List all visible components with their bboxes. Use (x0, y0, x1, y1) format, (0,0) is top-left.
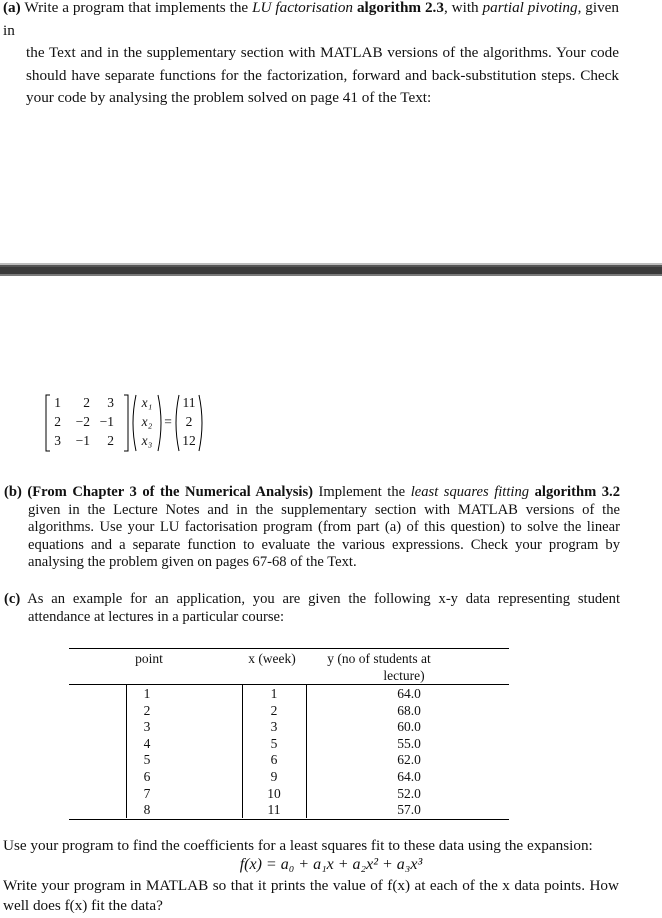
part-c-line-1: (c) As an example for an application, you are given the following x-y data representing student (4, 591, 620, 607)
table-cell-x: 10 (267, 785, 281, 801)
table-cell-point: 7 (143, 785, 151, 801)
table-cell-point: 4 (143, 735, 151, 751)
part-a-paragraph (3, 0, 619, 110)
matrix-a-cell: 3 (107, 395, 114, 410)
table-header-point: point (135, 651, 163, 666)
part-c-label: (c) (4, 591, 21, 607)
table-cell-y: 55.0 (397, 735, 421, 751)
table-cell-point: 8 (143, 802, 151, 818)
table-cell-y: 52.0 (397, 785, 421, 801)
table-header-y-cont: lecture) (383, 668, 425, 683)
part-b-line-3: algorithms. Use your LU factorisation program (from part (a) of this question) to solve the linear (28, 519, 620, 536)
vector-b-cell: 2 (185, 414, 193, 429)
part-a-line-3: should have separate functions for the factorization, forward and back-substitution steps. Check (26, 66, 619, 84)
vector-x-cell: x₃ (141, 433, 153, 448)
part-b-line-4: equations and a separate function to evaluate the various expressions. Check your program by (28, 536, 620, 553)
table-cell-point: 2 (143, 702, 151, 718)
footer-line-1: Use your program to find the coefficients for a least squares fit to these data using the expansion: (3, 837, 593, 854)
part-b-paragraph (4, 484, 620, 572)
table-header-rule (69, 684, 509, 685)
table-cell-x: 9 (270, 769, 278, 784)
table-cell-y: 68.0 (397, 702, 421, 718)
matrix-equation (44, 394, 204, 452)
matrix-a-cell: −1 (75, 433, 90, 448)
part-c-paragraph (4, 591, 620, 626)
table-bottom-rule (69, 819, 509, 820)
vector-b-cell: 11 (182, 395, 196, 410)
table-cell-y: 64.0 (397, 769, 421, 784)
matrix-a-cell: −2 (75, 414, 90, 429)
part-c-line-2: attendance at lectures in a particular course: (28, 608, 285, 625)
section-divider (0, 263, 662, 276)
table-cell-x: 3 (270, 719, 278, 735)
equals-sign: = (164, 414, 172, 429)
table-cell-y: 62.0 (397, 752, 421, 768)
part-b-line-5: analysing the problem given on pages 67-68 of the Text. (28, 554, 357, 571)
table-cell-x: 1 (270, 686, 278, 701)
vector-b-cell: 12 (182, 433, 196, 448)
table-cell-y: 60.0 (397, 719, 421, 735)
matrix-a-cell: 1 (54, 395, 61, 410)
table-top-rule (69, 648, 509, 649)
footer-line-2: Write your program in MATLAB so that it prints the value of f(x) at each of the x data points. How (3, 877, 619, 894)
fit-formula: f(x) = a₀ + a₁x + a₂x² + a₃x³ (239, 856, 423, 873)
part-b-line-2: given in the Lecture Notes and in the supplementary section with MATLAB versions of the (28, 501, 620, 518)
matrix-a-cell: 2 (107, 433, 114, 448)
table-cell-x: 11 (267, 802, 281, 818)
table-cell-y: 57.0 (397, 802, 421, 818)
table-cell-point: 1 (143, 686, 151, 701)
table-cell-point: 5 (143, 752, 151, 768)
table-cell-x: 6 (270, 752, 278, 768)
part-b-line-1: (b) (From Chapter 3 of the Numerical Analysis) Implement the least squares fitting algorithm 3.2 (4, 484, 620, 500)
table-header-y: y (no of students at (327, 651, 431, 666)
matrix-a-cell: 2 (83, 395, 90, 410)
table-col-rule (306, 685, 307, 818)
part-a-line-4: your code by analysing the problem solved on page 41 of the Text: (26, 89, 432, 106)
part-a-label: (a) (3, 0, 21, 16)
table-cell-x: 2 (270, 702, 278, 718)
footer-line-3: well does f(x) fit the data? (3, 897, 163, 914)
matrix-a-cell: −1 (99, 414, 114, 429)
matrix-a-cell: 2 (54, 414, 61, 429)
table-cell-y: 64.0 (397, 686, 421, 701)
part-b-title: (From Chapter 3 of the Numerical Analysis) (27, 484, 314, 500)
table-cell-point: 6 (143, 769, 151, 784)
table-cell-x: 5 (270, 735, 278, 751)
part-a-line-2: the Text and in the supplementary section with MATLAB versions of the algorithms. Your code (26, 44, 619, 61)
part-a-line-1: (a) Write a program that implements the LU factorisation algorithm 2.3, with partial pivoting, given in (3, 0, 619, 39)
part-b-label: (b) (4, 484, 22, 500)
vector-x-cell: x₂ (141, 414, 153, 429)
matrix-a-cell: 3 (54, 433, 61, 448)
table-header-x: x (week) (248, 651, 296, 666)
table-cell-point: 3 (143, 719, 151, 735)
vector-x-cell: x₁ (141, 395, 153, 410)
